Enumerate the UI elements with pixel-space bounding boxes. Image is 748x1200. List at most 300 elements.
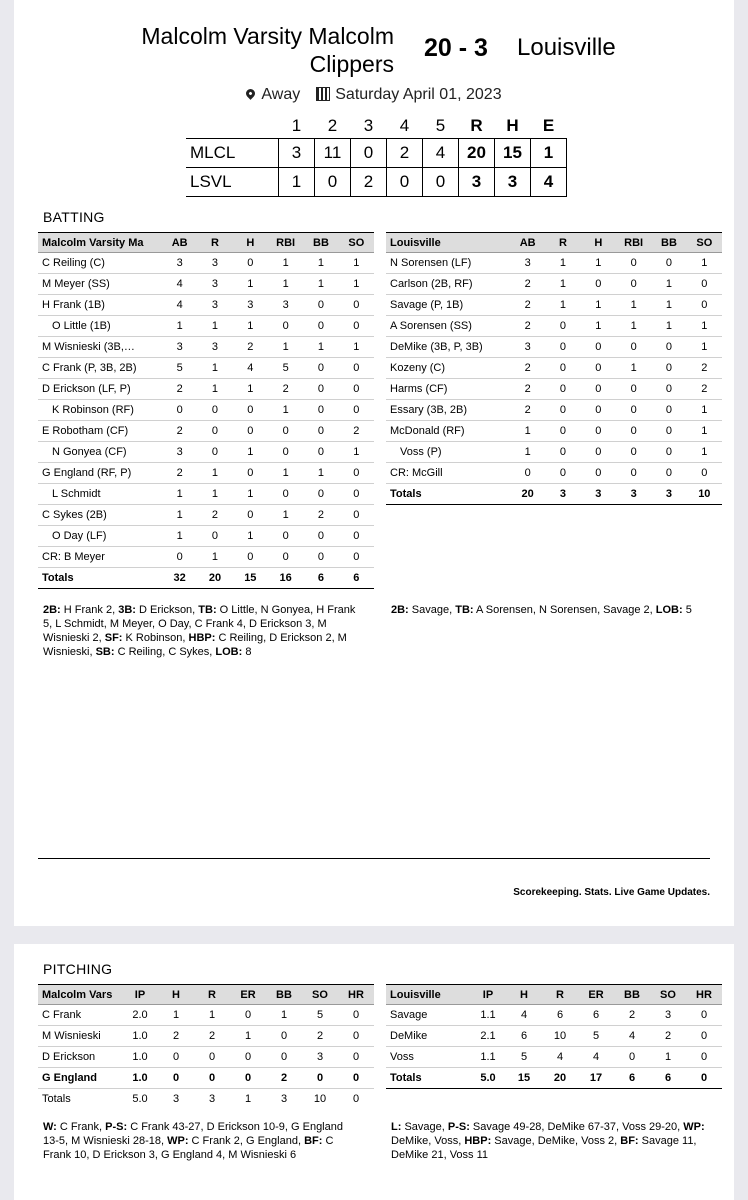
total-cell: 20 (542, 1068, 578, 1089)
pitching-section-title: PITCHING (43, 961, 113, 977)
player-name: H Frank (1B) (38, 295, 162, 316)
stat-cell: 1 (197, 358, 232, 379)
stat-cell: 1 (162, 505, 197, 526)
player-name: CR: McGill (386, 463, 510, 484)
stat-cell: 1 (687, 400, 722, 421)
stat-cell: 0 (651, 400, 686, 421)
game-date: Saturday April 01, 2023 (335, 86, 502, 103)
stat-cell: 0 (581, 274, 616, 295)
stat-cell: 1 (303, 253, 338, 274)
inning-header: 2 (327, 116, 338, 135)
total-cell: 15 (506, 1068, 542, 1089)
stat-cell: 0 (545, 463, 580, 484)
player-name: C Frank (38, 1005, 122, 1026)
stat-cell: 1.1 (470, 1005, 506, 1026)
player-name: M Wisnieski (38, 1026, 122, 1047)
total-cell: 5.0 (470, 1068, 506, 1089)
note-key: 2B: (391, 604, 409, 616)
runs-header: R (470, 116, 483, 135)
stat-cell: 0 (651, 337, 686, 358)
note-text: Savage, (408, 604, 456, 616)
column-header: ER (230, 985, 266, 1005)
stat-cell: 0 (339, 505, 374, 526)
table-row (386, 253, 722, 274)
stat-cell: 2 (268, 379, 303, 400)
linescore-cell: 11 (315, 139, 351, 168)
stat-cell: 1 (687, 337, 722, 358)
stat-cell: 3 (197, 295, 232, 316)
linescore-cell: 4 (423, 139, 459, 168)
stat-cell: 0 (303, 442, 338, 463)
player-name: G England (RF, P) (38, 463, 162, 484)
note-key: HBP: (464, 1135, 492, 1147)
player-name: C Frank (P, 3B, 2B) (38, 358, 162, 379)
stat-cell: 0 (687, 463, 722, 484)
stat-cell: 0 (233, 463, 268, 484)
stat-cell: 0 (233, 400, 268, 421)
totals-row (38, 1089, 374, 1110)
column-header: RBI (616, 233, 651, 253)
linescore-cell: 15 (495, 139, 531, 168)
player-name: Harms (CF) (386, 379, 510, 400)
total-cell: 6 (650, 1068, 686, 1089)
stat-cell: 4 (578, 1047, 614, 1068)
home-pitching-table (38, 984, 374, 1109)
note-key: P-S: (105, 1121, 128, 1133)
stat-cell: 0 (545, 379, 580, 400)
total-cell: 6 (614, 1068, 650, 1089)
stat-cell: 2 (266, 1068, 302, 1089)
player-name: D Erickson (38, 1047, 122, 1068)
stat-cell: 6 (542, 1005, 578, 1026)
away-batting-table (386, 232, 722, 505)
stat-cell: 1 (233, 526, 268, 547)
stat-cell: 5 (162, 358, 197, 379)
stat-cell: 3 (197, 337, 232, 358)
note-key: SB: (95, 646, 115, 658)
totals-row (386, 484, 722, 505)
stat-cell: 1 (268, 253, 303, 274)
stat-cell: 1 (545, 253, 580, 274)
column-header: SO (339, 233, 374, 253)
tagline: Scorekeeping. Stats. Live Game Updates. (513, 887, 710, 898)
note-text: 5 (682, 604, 692, 616)
player-name: CR: B Meyer (38, 547, 162, 568)
linescore-cell: 0 (315, 168, 351, 197)
stat-cell: 0 (303, 400, 338, 421)
stat-cell: 1 (687, 421, 722, 442)
stat-cell: 0 (266, 1026, 302, 1047)
player-name: G England (38, 1068, 122, 1089)
stat-cell: 1 (268, 274, 303, 295)
stat-cell: 1 (197, 547, 232, 568)
table-row (38, 1068, 374, 1089)
stat-cell: 2 (162, 421, 197, 442)
stat-cell: 1 (197, 379, 232, 400)
linescore-cell: 0 (387, 168, 423, 197)
stat-cell: 5 (302, 1005, 338, 1026)
stat-cell: 0 (616, 463, 651, 484)
column-header: HR (338, 985, 374, 1005)
stat-cell: 0 (303, 358, 338, 379)
note-text: K Robinson, (122, 632, 189, 644)
table-row (38, 400, 374, 421)
linescore-cell: 0 (423, 168, 459, 197)
stat-cell: 0 (230, 1047, 266, 1068)
stat-cell: 0 (194, 1047, 230, 1068)
stat-cell: 0 (687, 274, 722, 295)
stat-cell: 0 (338, 1005, 374, 1026)
column-header: H (158, 985, 194, 1005)
stat-cell: 0 (581, 400, 616, 421)
total-cell: 3 (280, 1093, 288, 1105)
stat-cell: 0 (230, 1005, 266, 1026)
stat-cell: 0 (616, 379, 651, 400)
player-name: Savage (P, 1B) (386, 295, 510, 316)
column-header: AB (510, 233, 545, 253)
stat-cell: 1 (581, 253, 616, 274)
stat-cell: 0 (651, 358, 686, 379)
stat-cell: 5 (506, 1047, 542, 1068)
stat-cell: 0 (197, 442, 232, 463)
hits-header: H (506, 116, 519, 135)
stat-cell: 1 (616, 358, 651, 379)
stat-cell: 3 (197, 253, 232, 274)
note-text: A Sorensen, N Sorensen, Savage 2, (473, 604, 656, 616)
stat-cell: 1 (339, 442, 374, 463)
stat-cell: 2 (194, 1026, 230, 1047)
stat-cell: 2 (302, 1026, 338, 1047)
stat-cell: 3 (162, 337, 197, 358)
note-key: BF: (620, 1135, 639, 1147)
stat-cell: 0 (581, 337, 616, 358)
stat-cell: 1 (339, 274, 374, 295)
player-name: L Schmidt (38, 484, 162, 505)
stat-cell: 1 (581, 295, 616, 316)
total-cell: 6 (303, 568, 338, 589)
stat-cell: 4 (162, 295, 197, 316)
stat-cell: 1 (162, 316, 197, 337)
player-name: Savage (386, 1005, 470, 1026)
stat-cell: 0 (303, 526, 338, 547)
stat-cell: 2 (303, 505, 338, 526)
linescore-row (186, 139, 567, 168)
stat-cell: 0 (268, 421, 303, 442)
stat-cell: 1 (687, 316, 722, 337)
note-text: DeMike, Voss, (391, 1135, 465, 1147)
note-text: C Frank 2, G England, (188, 1135, 305, 1147)
stat-cell: 1 (233, 484, 268, 505)
note-text: Savage, DeMike, Voss 2, (491, 1135, 621, 1147)
total-cell: 3 (651, 484, 686, 505)
stat-cell: 0 (651, 463, 686, 484)
stat-cell: 1 (651, 295, 686, 316)
total-cell: 6 (339, 568, 374, 589)
stat-cell: 1 (616, 295, 651, 316)
away-team-name: Louisville (517, 34, 616, 61)
stat-cell: 1 (266, 1005, 302, 1026)
player-name: Carlson (2B, RF) (386, 274, 510, 295)
player-name: M Meyer (SS) (38, 274, 162, 295)
stat-cell: 0 (545, 316, 580, 337)
table-row (38, 505, 374, 526)
stat-cell: 2 (233, 337, 268, 358)
stat-cell: 0 (197, 400, 232, 421)
pitching-card (14, 944, 734, 1200)
stat-cell: 3 (650, 1005, 686, 1026)
total-cell: 3 (545, 484, 580, 505)
stat-cell: 1 (303, 337, 338, 358)
stat-cell: 0 (339, 484, 374, 505)
stat-cell: 2.1 (470, 1026, 506, 1047)
game-meta (14, 86, 734, 104)
stat-cell: 1 (510, 442, 545, 463)
table-row (38, 547, 374, 568)
linescore-cell: 3 (495, 168, 531, 197)
stat-cell: 1.1 (470, 1047, 506, 1068)
stat-cell: 0 (651, 253, 686, 274)
stat-cell: 0 (651, 379, 686, 400)
stat-cell: 2 (650, 1026, 686, 1047)
stat-cell: 5 (268, 358, 303, 379)
inning-header: 5 (435, 116, 446, 135)
player-name: N Sorensen (LF) (386, 253, 510, 274)
stat-cell: 0 (268, 316, 303, 337)
table-team-header: Louisville (386, 985, 470, 1005)
note-text: Savage, (401, 1121, 448, 1133)
column-header: BB (614, 985, 650, 1005)
table-row (38, 463, 374, 484)
stat-cell: 0 (616, 400, 651, 421)
stat-cell: 2 (510, 316, 545, 337)
stat-cell: 0 (581, 421, 616, 442)
away-batting-notes (391, 603, 709, 617)
column-header: BB (651, 233, 686, 253)
table-row (386, 400, 722, 421)
stat-cell: 2 (510, 295, 545, 316)
table-team-header: Malcolm Vars (38, 985, 122, 1005)
table-row (386, 421, 722, 442)
stat-cell: 1 (197, 484, 232, 505)
table-row (38, 295, 374, 316)
stat-cell: 2 (197, 505, 232, 526)
stat-cell: 0 (581, 379, 616, 400)
stat-cell: 0 (581, 442, 616, 463)
calendar-icon (316, 87, 330, 101)
stat-cell: 0 (339, 400, 374, 421)
total-cell: 20 (510, 484, 545, 505)
note-key: HBP: (188, 632, 216, 644)
stat-cell: 1 (268, 337, 303, 358)
table-row (386, 274, 722, 295)
stat-cell: 0 (338, 1026, 374, 1047)
totals-label: Totals (38, 568, 162, 589)
player-name: K Robinson (RF) (38, 400, 162, 421)
total-cell: 32 (162, 568, 197, 589)
linescore-cell: 20 (459, 139, 495, 168)
table-row (386, 463, 722, 484)
note-text: H Frank 2, (60, 604, 119, 616)
column-header: R (542, 985, 578, 1005)
home-batting-notes (43, 603, 361, 659)
stat-cell: 0 (268, 442, 303, 463)
player-name: Voss (P) (386, 442, 510, 463)
column-header: R (545, 233, 580, 253)
stat-cell: 3 (510, 253, 545, 274)
stat-cell: 0 (339, 316, 374, 337)
table-row (38, 421, 374, 442)
note-text: Savage 49-28, DeMike 67-37, Voss 29-20, (469, 1121, 684, 1133)
stat-cell: 2 (339, 421, 374, 442)
note-key: BF: (304, 1135, 323, 1147)
total-cell: 16 (268, 568, 303, 589)
player-name: C Reiling (C) (38, 253, 162, 274)
divider (38, 858, 710, 859)
column-header: BB (303, 233, 338, 253)
player-name: Essary (3B, 2B) (386, 400, 510, 421)
stat-cell: 3 (197, 274, 232, 295)
stat-cell: 0 (194, 1068, 230, 1089)
table-row (38, 1047, 374, 1068)
stat-cell: 1 (268, 400, 303, 421)
table-row (386, 295, 722, 316)
column-header: IP (470, 985, 506, 1005)
table-row (38, 442, 374, 463)
note-text: C Frank 43-27, D Erickson 10-9, G England 13-5, M Wisnieski 28-18, (43, 1121, 343, 1147)
stat-cell: 0 (233, 547, 268, 568)
stat-cell: 4 (542, 1047, 578, 1068)
stat-cell: 1 (268, 463, 303, 484)
column-header: ER (578, 985, 614, 1005)
stat-cell: 2 (510, 379, 545, 400)
stat-cell: 0 (303, 421, 338, 442)
stat-cell: 1 (268, 505, 303, 526)
note-text: O Little, N Gonyea, H Frank 5, L Schmidt, M Meyer, O Day, C Frank 4, D Erickson 3, M Wisnieski 2, (43, 604, 356, 644)
table-row (38, 337, 374, 358)
stat-cell: 0 (268, 547, 303, 568)
stat-cell: 0 (303, 316, 338, 337)
total-cell: 15 (233, 568, 268, 589)
stat-cell: 0 (616, 421, 651, 442)
player-name: DeMike (3B, P, 3B) (386, 337, 510, 358)
stat-cell: 1 (581, 316, 616, 337)
note-key: WP: (683, 1121, 705, 1133)
note-key: WP: (167, 1135, 189, 1147)
stat-cell: 1 (158, 1005, 194, 1026)
note-key: TB: (455, 604, 474, 616)
totals-row (386, 1068, 722, 1089)
stat-cell: 0 (545, 337, 580, 358)
stat-cell: 0 (339, 526, 374, 547)
inning-header: 4 (399, 116, 410, 135)
home-pitching-notes (43, 1120, 361, 1162)
stat-cell: 2 (614, 1005, 650, 1026)
location-pin-icon (245, 87, 258, 100)
player-name: E Robotham (CF) (38, 421, 162, 442)
player-name: C Sykes (2B) (38, 505, 162, 526)
total-cell: 3 (581, 484, 616, 505)
linescore-table (186, 114, 567, 197)
player-name: M Wisnieski (3B,… (38, 337, 162, 358)
final-score: 20 - 3 (424, 34, 488, 62)
inning-header: 3 (363, 116, 374, 135)
column-header: SO (687, 233, 722, 253)
note-key: 2B: (43, 604, 61, 616)
total-cell: 17 (578, 1068, 614, 1089)
stat-cell: 0 (651, 421, 686, 442)
stat-cell: 0 (687, 295, 722, 316)
stat-cell: 4 (233, 358, 268, 379)
note-key: W: (43, 1121, 57, 1133)
stat-cell: 0 (162, 547, 197, 568)
stat-cell: 6 (578, 1005, 614, 1026)
note-key: LOB: (655, 604, 683, 616)
column-header: H (581, 233, 616, 253)
stat-cell: 2 (510, 400, 545, 421)
stat-cell: 2 (510, 274, 545, 295)
stat-cell: 1 (303, 463, 338, 484)
note-text: C Frank, (56, 1121, 106, 1133)
totals-label: Totals (42, 1093, 71, 1105)
total-cell: 3 (208, 1093, 216, 1105)
stat-cell: 1 (197, 316, 232, 337)
total-cell: 0 (352, 1093, 360, 1105)
stat-cell: 0 (303, 379, 338, 400)
stat-cell: 1 (687, 442, 722, 463)
column-header: HR (686, 985, 722, 1005)
stat-cell: 3 (510, 337, 545, 358)
stat-cell: 0 (581, 463, 616, 484)
stat-cell: 1 (162, 526, 197, 547)
player-name: O Day (LF) (38, 526, 162, 547)
linescore-cell: 4 (531, 168, 567, 197)
linescore-cell: 2 (351, 168, 387, 197)
totals-row (38, 568, 374, 589)
linescore-cell: 2 (387, 139, 423, 168)
stat-cell: 4 (162, 274, 197, 295)
player-name: Voss (386, 1047, 470, 1068)
note-text: D Erickson, (135, 604, 199, 616)
stat-cell: 0 (686, 1047, 722, 1068)
stat-cell: 4 (614, 1026, 650, 1047)
stat-cell: 1 (650, 1047, 686, 1068)
stat-cell: 0 (651, 442, 686, 463)
table-row (386, 442, 722, 463)
stat-cell: 3 (268, 295, 303, 316)
home-batting-table (38, 232, 374, 589)
stat-cell: 0 (616, 274, 651, 295)
stat-cell: 0 (339, 379, 374, 400)
stat-cell: 2 (687, 379, 722, 400)
table-row (38, 379, 374, 400)
stat-cell: 1 (651, 274, 686, 295)
player-name: O Little (1B) (38, 316, 162, 337)
stat-cell: 0 (268, 526, 303, 547)
stat-cell: 1 (233, 379, 268, 400)
stat-cell: 0 (339, 547, 374, 568)
stat-cell: 0 (339, 358, 374, 379)
linescore-cell: 3 (279, 139, 315, 168)
stat-cell: 3 (162, 442, 197, 463)
total-cell: 3 (616, 484, 651, 505)
stat-cell: 1 (339, 337, 374, 358)
column-header: IP (122, 985, 158, 1005)
table-row (386, 1005, 722, 1026)
stat-cell: 0 (303, 295, 338, 316)
stat-cell: 1 (194, 1005, 230, 1026)
stat-cell: 1.0 (122, 1068, 158, 1089)
stat-cell: 0 (339, 295, 374, 316)
